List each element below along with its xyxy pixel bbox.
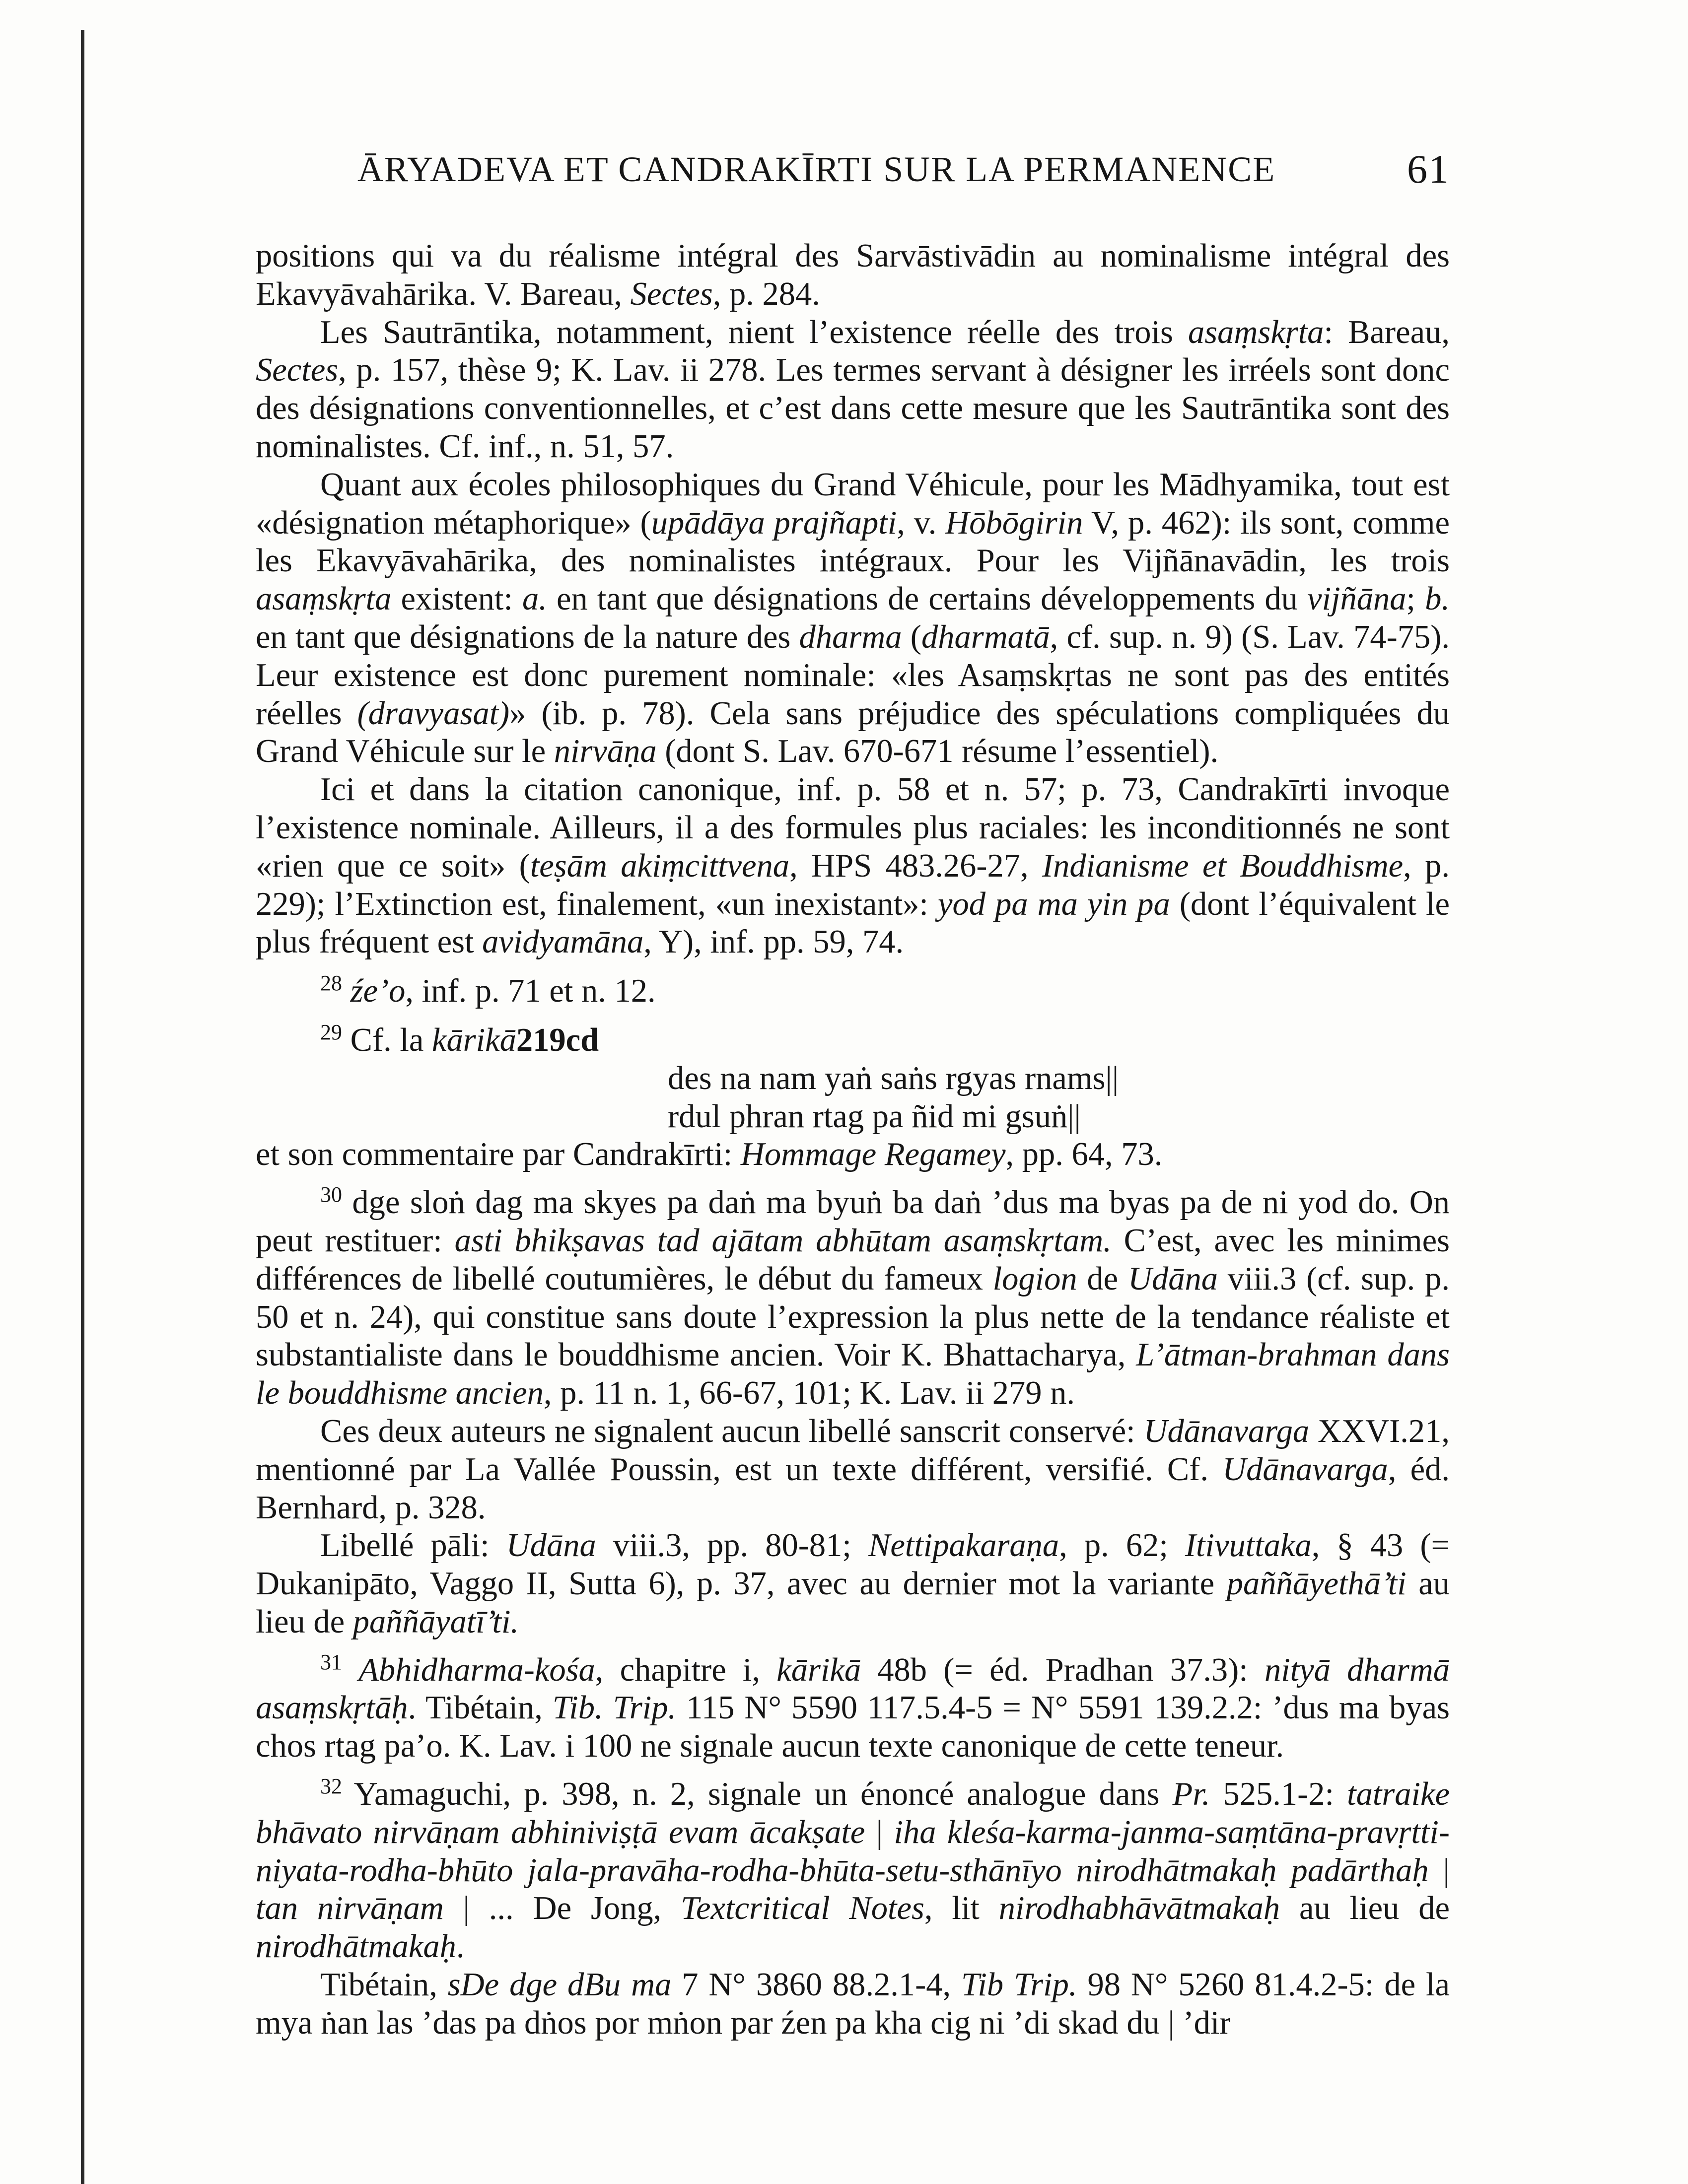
paragraph: positions qui va du réalisme intégral des Sarvāstivādin au nominalisme intégral des Ekavyāvahārika. V. Bareau, Sectes, p. 284. — [256, 238, 1450, 312]
paragraph: Quant aux écoles philosophiques du Grand Véhicule, pour les Mādhyamika, tout est «désignation métaphorique» (upādāya prajñapti, v. Hōbōgirin V, p. 462): ils sont, comme les Ekavyāvahārika, des nominalistes intégraux. Pour les Vijñānavādin, les trois asaṃskṛta existent: a. en tant que désignations de certains développements du vijñāna; b. en tant que désignations de la nature des dharma (dharmatā, cf. sup. n. 9) (S. Lav. 74-75). Leur existence est donc purement nominale: «les Asaṃskṛtas ne sont pas des entités réelles (dravyasat)» (ib. p. 78). Cela sans préjudice des spéculations compliquées du Grand Véhicule sur le nirvāṇa (dont S. Lav. 670-671 résume l’essentiel). — [256, 466, 1450, 770]
paragraph: Ici et dans la citation canonique, inf. p. 58 et n. 57; p. 73, Candrakīrti invoque l’existence nominale. Ailleurs, il a des formules plus raciales: les inconditionnés ne sont «rien que ce soit» (teṣām akiṃcittvena, HPS 483.26-27, Indianisme et Bouddhisme, p. 229); l’Extinction est, finalement, «un inexistant»: yod pa ma yin pa (dont l’équivalent le plus fréquent est avidyamāna, Y), inf. pp. 59, 74. — [256, 771, 1450, 960]
binding-edge — [81, 30, 84, 2184]
footnote-number: 31 — [320, 1649, 342, 1674]
running-head — [357, 146, 1450, 199]
paragraph: Les Sautrāntika, notamment, nient l’existence réelle des trois asaṃskṛta: Bareau, Sectes, p. 157, thèse 9; K. Lav. ii 278. Les termes servant à désigner les irréels sont donc des désignations conventionnelles, et c’est dans cette mesure que les Sautrāntika sont des nominalistes. Cf. inf., n. 51, 57. — [256, 314, 1450, 465]
verse-line: des na nam yaṅ saṅs rgyas rnams|| — [668, 1060, 1119, 1096]
footnote-number: 32 — [320, 1774, 342, 1798]
paragraph: Libellé pāli: Udāna viii.3, pp. 80-81; Nettipakaraṇa, p. 62; Itivuttaka, § 43 (= Dukanipāto, Vaggo II, Sutta 6), p. 37, avec au dernier mot la variante paññāyethā’ti au lieu de paññāyatī’ti. — [256, 1527, 1450, 1640]
verse-line: rdul phran rtag pa ñid mi gsuṅ|| — [668, 1098, 1081, 1135]
page-text — [256, 237, 1450, 2043]
footnote-number: 29 — [320, 1020, 342, 1044]
footnote-30: $^{30}$ dge sloṅ dag ma skyes pa daṅ ma byuṅ ba daṅ ’dus ma byas pa de ni yod do. On peut restituer: asti bhikṣavas tad ajātam abhūtam asaṃskṛtam. C’est, avec les minimes différences de libellé coutumières, le début du fameux logion de Udāna viii.3 (cf. sup. p. 50 et n. 24), qui constitue sans doute l’expression la plus nette de la tendance réaliste et substantialiste dans le bouddhisme ancien. Voir K. Bhattacharya, L’ātman-brahman dans le bouddhisme ancien, p. 11 n. 1, 66-67, 101; K. Lav. ii 279 n. — [256, 1182, 1450, 1412]
page-number: 61 — [1407, 146, 1450, 192]
paragraph: et son commentaire par Candrakīrti: Hommage Regamey, pp. 64, 73. — [256, 1136, 1163, 1173]
footnote-29: $^{29}$ Cf. la kārikā219cd — [320, 1020, 599, 1058]
footnote-31: $^{31}$ Abhidharma-kośa, chapitre i, kārikā 48b (= éd. Pradhan 37.3): nityā dharmā asaṃskṛtāḥ. Tibétain, Tib. Trip. 115 N° 5590 117.5.4-5 = N° 5591 139.2.2: ’dus ma byas chos rtag pa’o. K. Lav. i 100 ne signale aucun texte canonique de cette teneur. — [256, 1649, 1450, 1765]
paragraph: Tibétain, sDe dge dBu ma 7 N° 3860 88.2.1-4, Tib Trip. 98 N° 5260 81.4.2-5: de la mya ṅan las ’das pa dṅos por mṅon par źen pa kha cig ni ’di skad du | ’dir — [256, 1967, 1450, 2041]
footnote-number: 30 — [320, 1182, 342, 1207]
running-title: ĀRYADEVA ET CANDRAKĪRTI SUR LA PERMANENCE — [357, 149, 1276, 189]
paragraph: Ces deux auteurs ne signalent aucun libellé sanscrit conservé: Udānavarga XXVI.21, mentionné par La Vallée Poussin, est un texte différent, versifié. Cf. Udānavarga, éd. Bernhard, p. 328. — [256, 1413, 1450, 1526]
footnote-number: 28 — [320, 970, 342, 995]
footnote-32: $^{32}$ Yamaguchi, p. 398, n. 2, signale un énoncé analogue dans Pr. 525.1-2: tatraike bhāvato nirvāṇam abhiniviṣṭā evam ācakṣate | iha kleśa-karma-janma-saṃtāna-pravṛtti-niyata-rodha-bhūto jala-pravāha-rodha-bhūta-setu-sthānīyo nirodhātmakaḥ padārthaḥ | tan nirvāṇam | ... De Jong, Textcritical Notes, lit nirodhabhāvātmakaḥ au lieu de nirodhātmakaḥ. — [256, 1774, 1450, 1965]
footnote-28: $^{28}$ źe’o, inf. p. 71 et n. 12. — [320, 970, 656, 1010]
